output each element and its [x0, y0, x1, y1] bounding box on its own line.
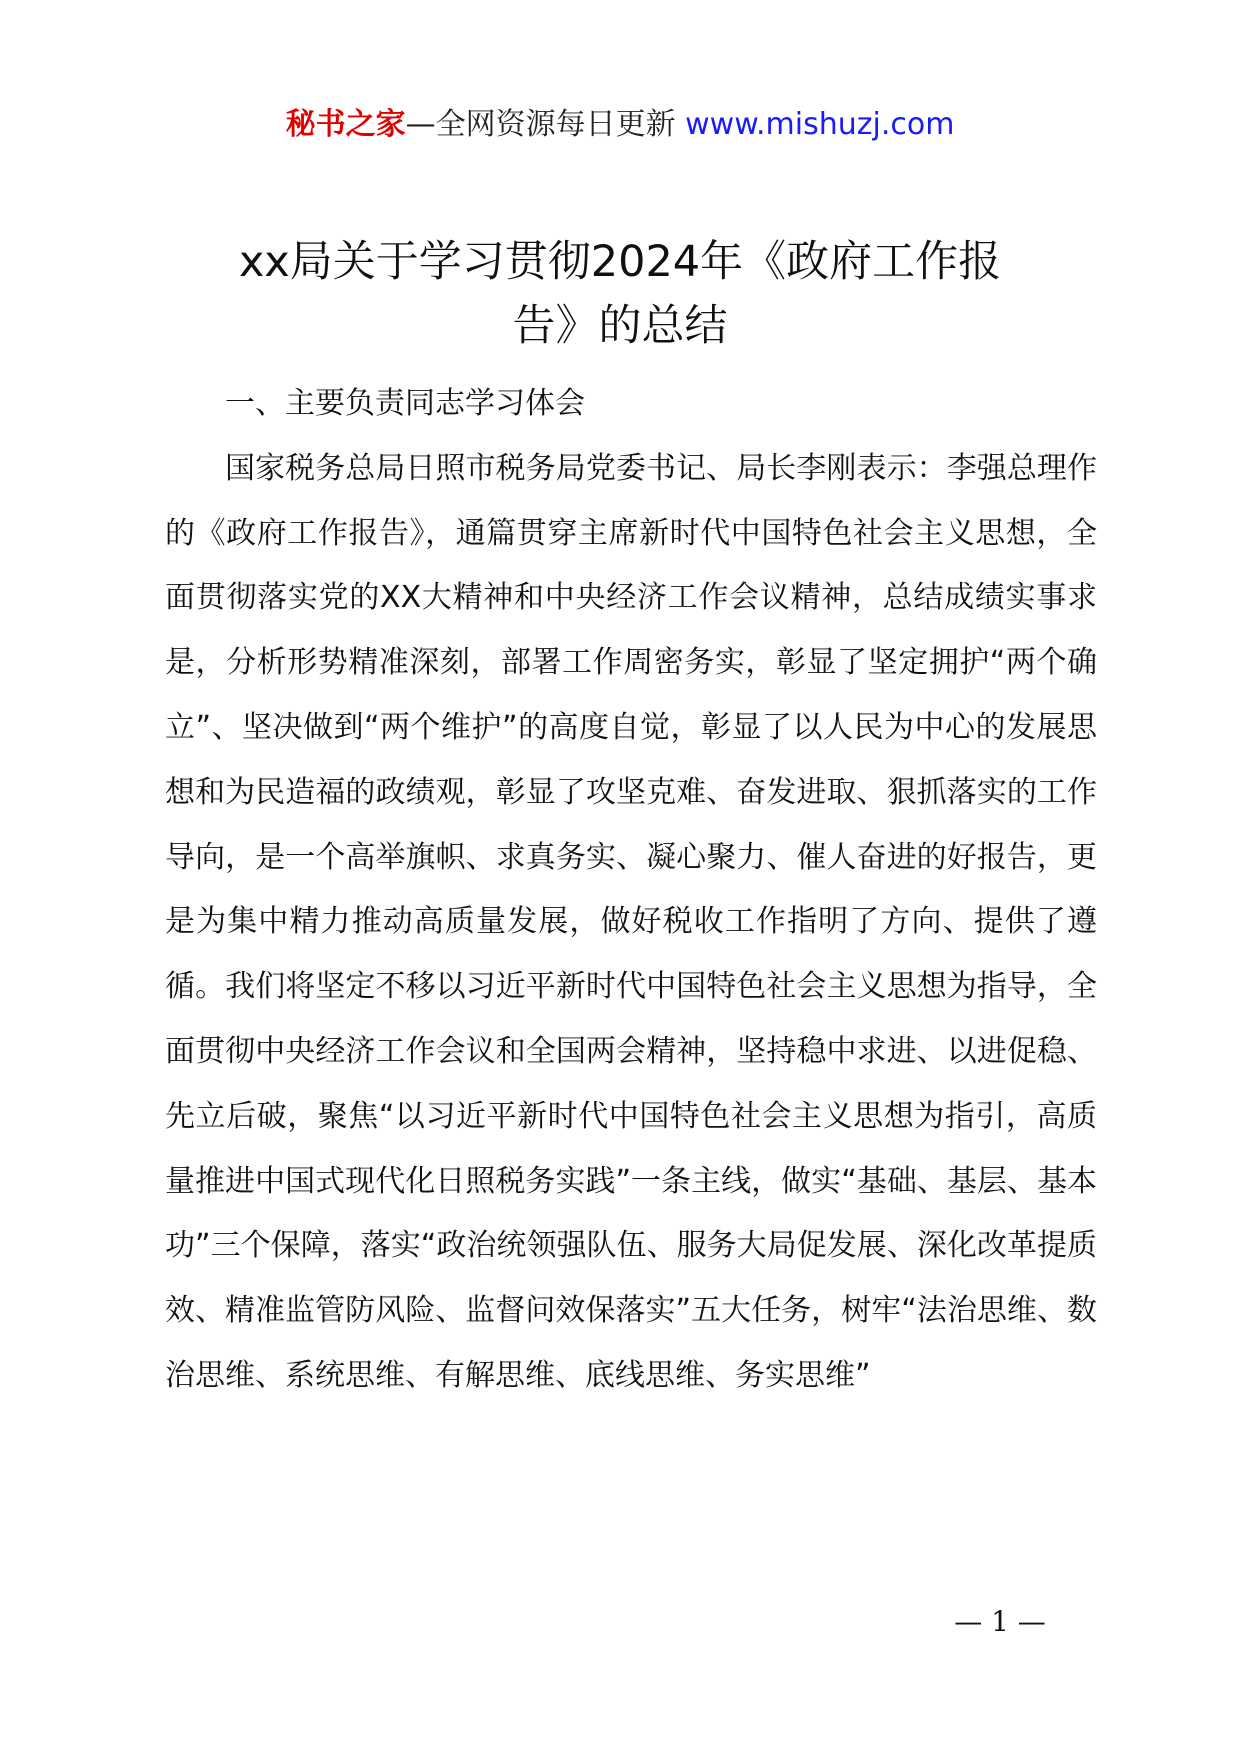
site-header — [0, 100, 1240, 150]
body-paragraph: 国家税务总局日照市税务局党委书记、局长李刚表示：李强总理作的《政府工作报告》，通篇贯穿主席新时代中国特色社会主义思想，全面贯彻落实党的XX大精神和中央经济工作会议精神，总结成绩实事求是，分析形势精准深刻，部署工作周密务实，彰显了坚定拥护“两个确立”、坚决做到“两个维护”的高度自觉，彰显了以人民为中心的发展思想和为民造福的政绩观，彰显了攻坚克难、奋发进取、狠抓落实的工作导向，是一个高举旗帜、求真务实、凝心聚力、催人奋进的好报告，更是为集中精力推动高质量发展，做好税收工作指明了方向、提供了遵循。我们将坚定不移以习近平新时代中国特色社会主义思想为指导，全面贯彻中央经济工作会议和全国两会精神，坚持稳中求进、以进促稳、先立后破，聚焦“以习近平新时代中国特色社会主义思想为指引，高质量推进中国式现代化日照税务实践”一条主线，做实“基础、基层、基本功”三个保障，落实“政治统领强队伍、服务大局促发展、深化改革提质效、精准监管防风险、监督问效保落实”五大任务，树牢“法治思维、数治思维、系统思维、有解思维、底线思维、务实思维” — [165, 450, 1097, 1393]
brand-name: 秘书之家 — [285, 107, 406, 142]
page-number: — 1 — — [954, 1605, 1046, 1638]
document-title — [150, 230, 1090, 358]
header-tagline: —全网资源每日更新 — [405, 107, 686, 142]
site-url-link[interactable]: www.mishuzj.com — [685, 107, 955, 142]
title-line-1: xx局关于学习贯彻2024年《政府工作报 — [238, 237, 1002, 287]
document-body — [165, 372, 1097, 1409]
section-heading: 一、主要负责同志学习体会 — [225, 386, 585, 421]
title-line-2: 告》的总结 — [512, 301, 728, 351]
